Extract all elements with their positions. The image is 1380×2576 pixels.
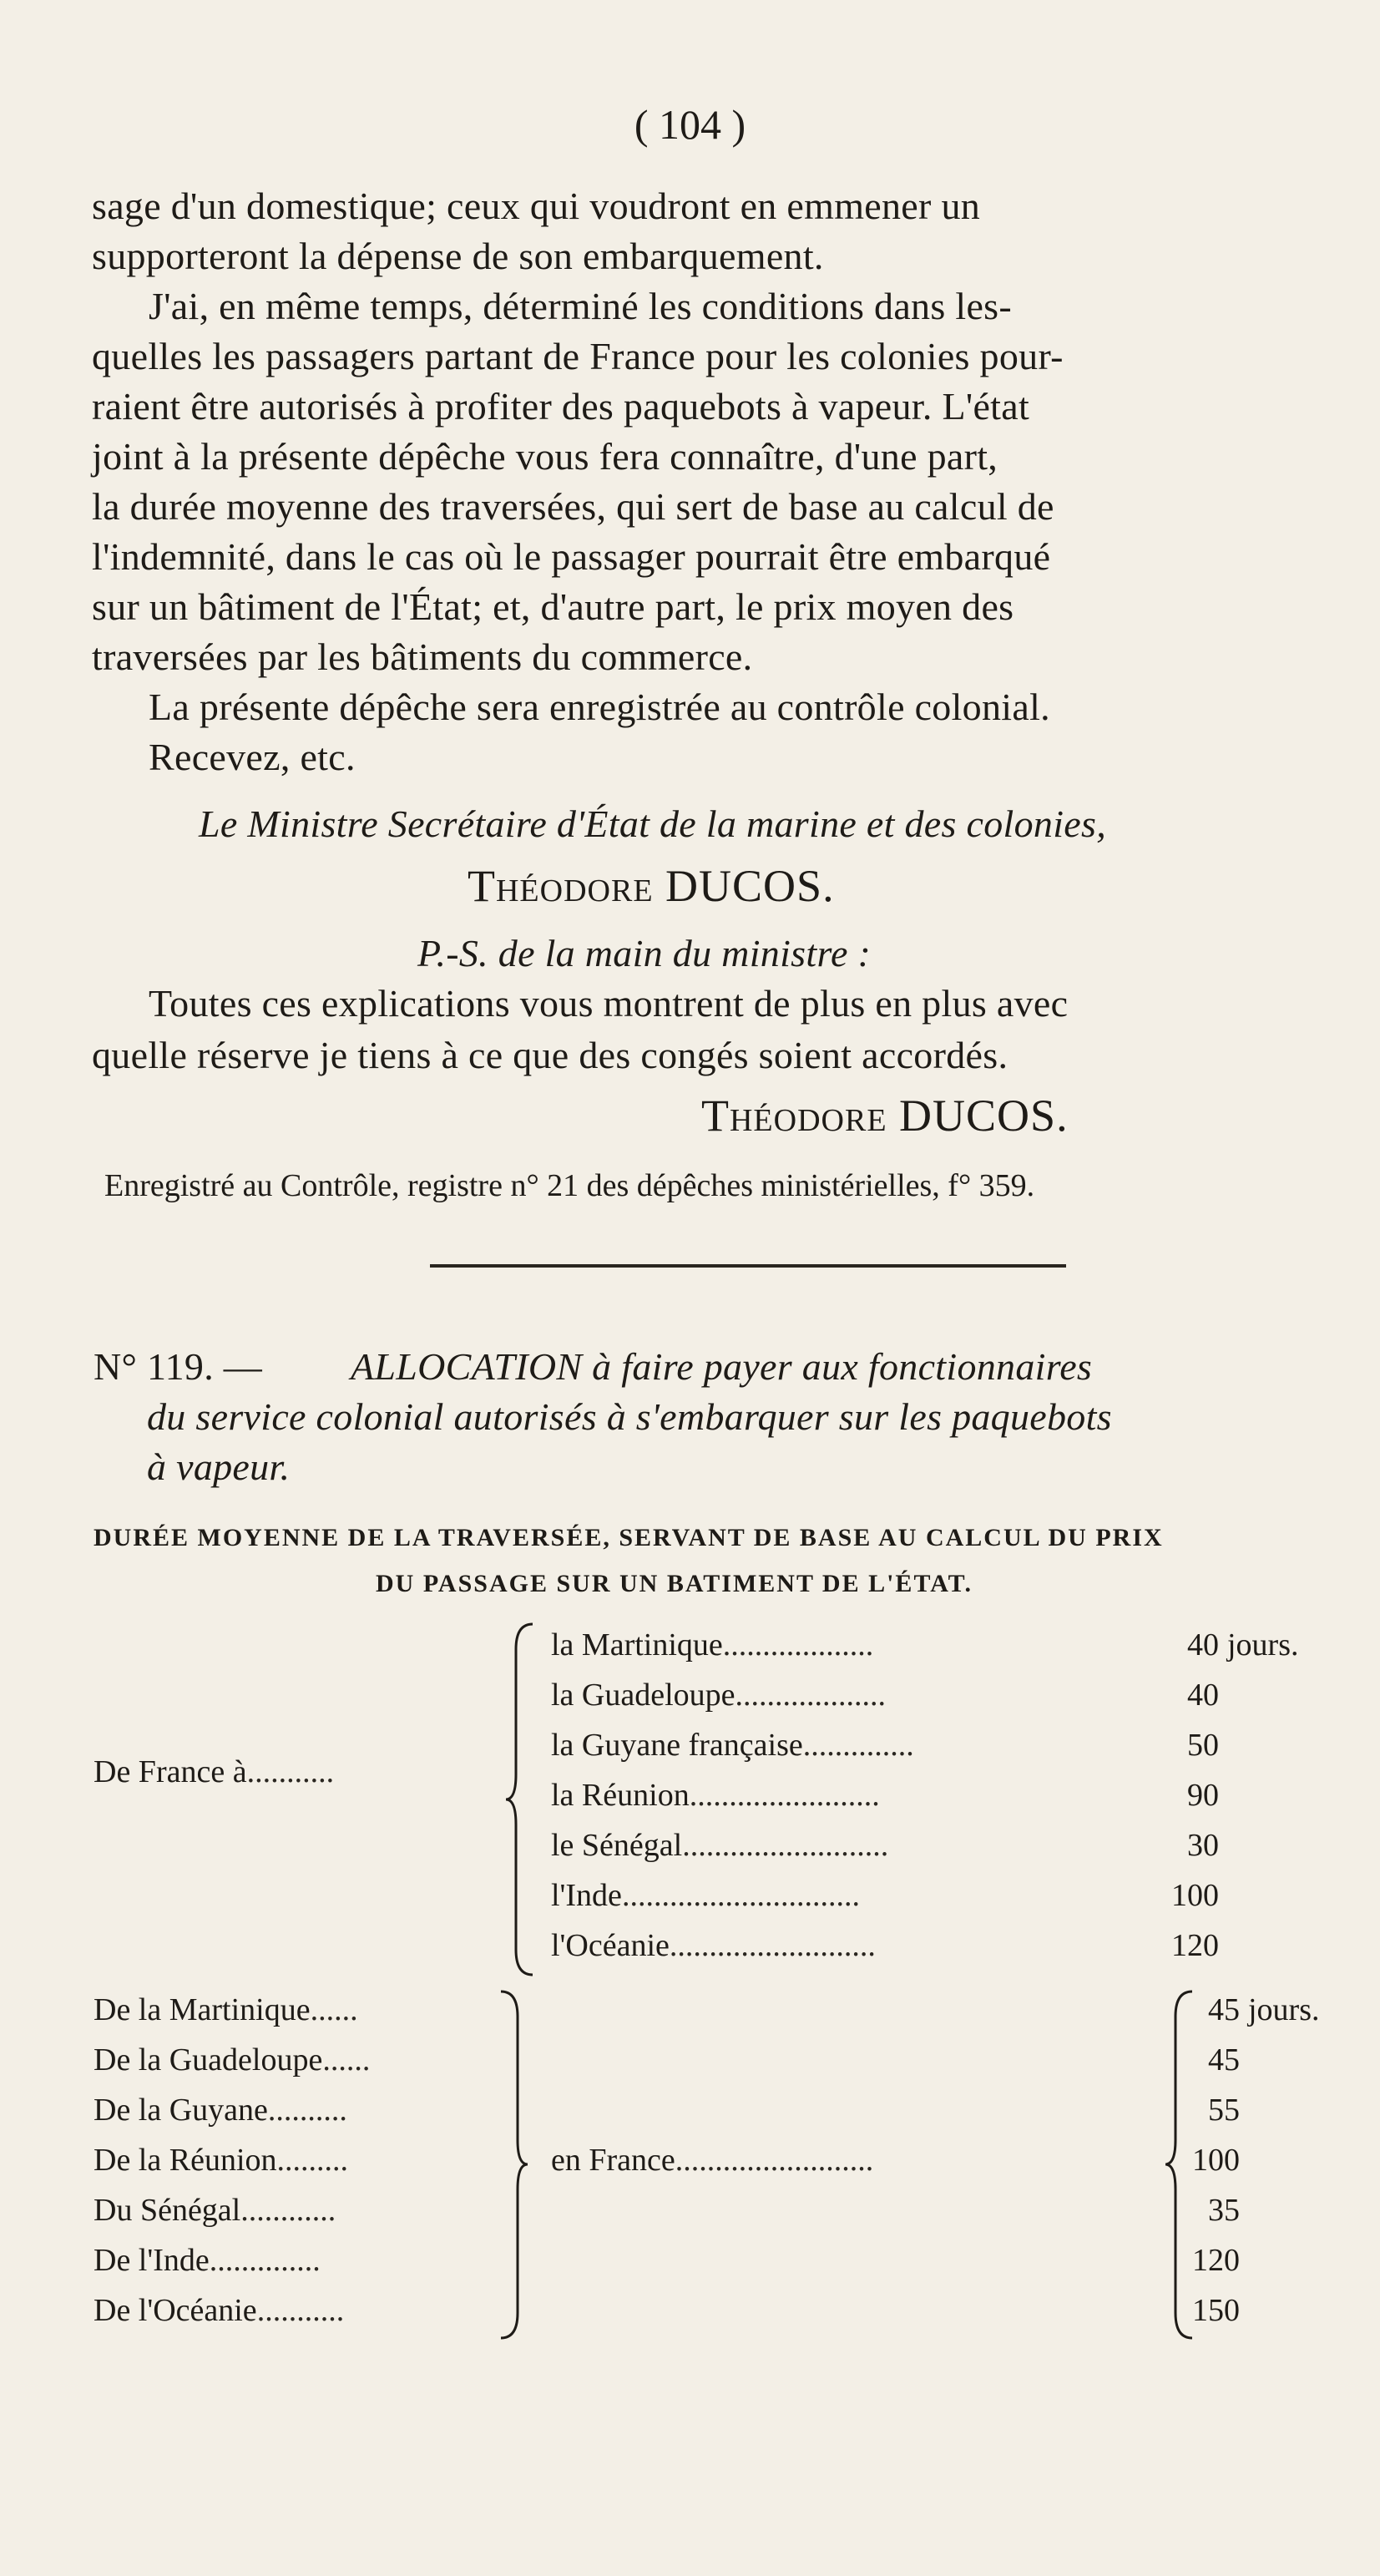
table-row: l'Océanie.......................... — [551, 1928, 876, 1963]
destination-label: la Guyane française — [551, 1728, 803, 1763]
paragraph-line: l'indemnité, dans le cas où le passager pourrait être embarqué — [92, 535, 1051, 578]
paragraph-line: la durée moyenne des traversées, qui sert de base au calcul de — [92, 485, 1054, 528]
destination-label: l'Océanie — [551, 1928, 670, 1963]
destination-label: l'Inde — [551, 1878, 622, 1913]
origin-label: De la Réunion — [94, 2143, 277, 2178]
table-row: la Guadeloupe................... — [551, 1678, 887, 1713]
doc-title-line: à vapeur. — [147, 1445, 291, 1488]
days-value: 150 — [1192, 2293, 1240, 2328]
days-value: 45 — [1208, 1992, 1240, 2027]
minister-title: Le Ministre Secrétaire d'État de la marine et des colonies, — [199, 802, 1107, 845]
destination-label: le Sénégal — [551, 1828, 683, 1863]
origin-label: De la Guyane — [94, 2093, 268, 2128]
inbound-destination: en France......................... — [551, 2143, 874, 2178]
table-row: De l'Inde.............. — [94, 2243, 321, 2278]
destination-label: la Guadeloupe — [551, 1678, 735, 1713]
page-number: ( 104 ) — [634, 101, 746, 148]
paragraph-line: quelles les passagers partant de France pour les colonies pour- — [92, 335, 1064, 377]
days-value: 55 — [1208, 2093, 1240, 2128]
days-value: 35 — [1208, 2193, 1240, 2228]
postscript-line: quelle réserve je tiens à ce que des congés soient accordés. — [92, 1034, 1008, 1076]
days-value: 40 — [1187, 1678, 1219, 1713]
days-value: 45 — [1208, 2042, 1240, 2078]
table-row: De la Réunion......... — [94, 2143, 349, 2178]
paragraph-line: J'ai, en même temps, déterminé les conditions dans les- — [149, 285, 1012, 327]
paragraph-line: traversées par les bâtiments du commerce. — [92, 635, 753, 678]
paragraph-line: sur un bâtiment de l'État; et, d'autre part, le prix moyen des — [92, 585, 1014, 628]
table-row: De la Guyane.......... — [94, 2093, 347, 2128]
postscript-line: Toutes ces explications vous montrent de plus en plus avec — [149, 982, 1069, 1025]
inbound-left-brace — [501, 1991, 526, 2338]
days-value: 100 — [1192, 2143, 1240, 2178]
days-value: 50 — [1187, 1728, 1219, 1763]
days-value: 90 — [1187, 1778, 1219, 1813]
origin-label: De l'Inde — [94, 2243, 210, 2278]
table-row: l'Inde.............................. — [551, 1878, 860, 1913]
outbound-origin: De France à........... — [94, 1754, 335, 1789]
divider-rule — [430, 1264, 1066, 1268]
days-value: 100 — [1171, 1878, 1219, 1913]
outbound-brace — [509, 1624, 534, 1975]
table-row: De la Martinique...... — [94, 1992, 358, 2027]
days-value: 30 — [1187, 1828, 1219, 1863]
postscript-label: P.-S. de la main du ministre : — [417, 932, 872, 974]
destination-label: la Réunion — [551, 1778, 690, 1813]
paragraph-line: supporteront la dépense de son embarquement. — [92, 235, 824, 277]
days-value: 120 — [1192, 2243, 1240, 2278]
signature: Théodore DUCOS. — [468, 861, 835, 911]
origin-label: Du Sénégal — [94, 2193, 241, 2228]
origin-label: De la Guadeloupe — [94, 2042, 323, 2078]
doc-number: N° 119. — — [94, 1345, 263, 1388]
days-value: 40 — [1187, 1627, 1219, 1663]
origin-label: De l'Océanie — [94, 2293, 257, 2328]
table-heading: DU PASSAGE SUR UN BATIMENT DE L'ÉTAT. — [376, 1570, 973, 1597]
doc-title-line: ALLOCATION à faire payer aux fonctionnaires — [351, 1345, 1093, 1388]
table-row: la Guyane française.............. — [551, 1728, 914, 1763]
days-unit: jours. — [1248, 1992, 1320, 2027]
origin-label: De la Martinique — [94, 1992, 311, 2027]
table-row: la Martinique................... — [551, 1627, 874, 1663]
table-heading: DURÉE MOYENNE DE LA TRAVERSÉE, SERVANT DE BASE AU CALCUL DU PRIX — [94, 1524, 1164, 1551]
destination-label: la Martinique — [551, 1627, 723, 1663]
table-row: De l'Océanie........... — [94, 2293, 345, 2328]
days-unit: jours. — [1227, 1627, 1299, 1663]
paragraph-line: joint à la présente dépêche vous fera connaître, d'une part, — [92, 435, 998, 478]
registration-line: Enregistré au Contrôle, registre n° 21 des dépêches ministérielles, f° 359. — [104, 1168, 1035, 1203]
table-row: la Réunion........................ — [551, 1778, 880, 1813]
paragraph-line: sage d'un domestique; ceux qui voudront en emmener un — [92, 185, 981, 227]
table-row: Du Sénégal............ — [94, 2193, 336, 2228]
doc-title-line: du service colonial autorisés à s'embarquer sur les paquebots — [147, 1395, 1112, 1438]
closing-line: Recevez, etc. — [149, 736, 356, 778]
days-value: 120 — [1171, 1928, 1219, 1963]
paragraph-line: raient être autorisés à profiter des paquebots à vapeur. L'état — [92, 385, 1030, 428]
signature: Théodore DUCOS. — [701, 1091, 1069, 1141]
table-row: le Sénégal.......................... — [551, 1828, 889, 1863]
table-row: De la Guadeloupe...... — [94, 2042, 371, 2078]
paragraph-line: La présente dépêche sera enregistrée au contrôle colonial. — [149, 686, 1050, 728]
